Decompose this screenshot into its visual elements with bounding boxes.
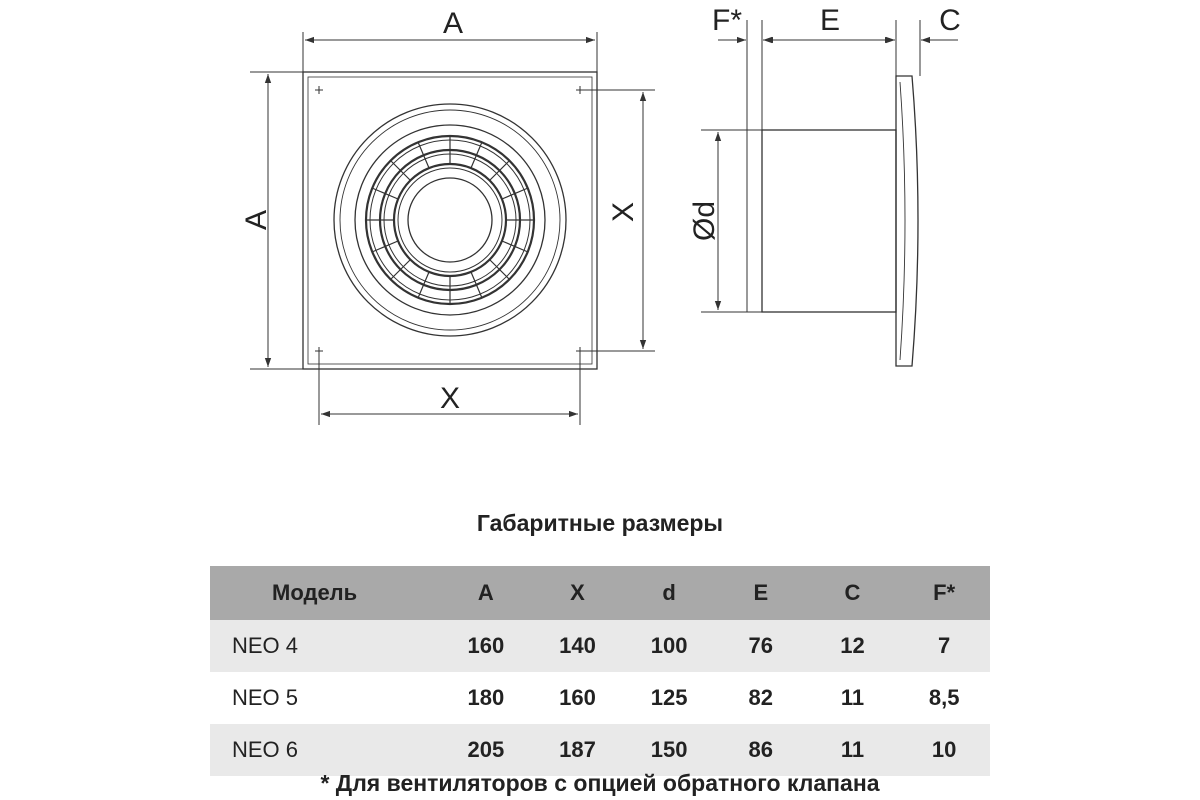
dim-c-label: C	[939, 4, 961, 37]
cell-f: 10	[931, 737, 957, 762]
cell-model: NEO 6	[232, 737, 299, 762]
dim-right-x-label: X	[607, 201, 640, 223]
header-model: Модель	[272, 580, 358, 605]
dim-left-a-label: A	[240, 209, 273, 231]
cell-f: 8,5	[928, 685, 960, 710]
header-d: d	[662, 580, 676, 605]
side-view	[701, 20, 958, 366]
table-row	[210, 724, 990, 776]
fan-grille	[334, 104, 566, 336]
cell-e: 82	[748, 685, 774, 710]
cell-c: 11	[840, 685, 865, 710]
dim-d-label: Ød	[688, 200, 721, 242]
cell-model: NEO 5	[232, 685, 299, 710]
dim-e-label: E	[819, 4, 841, 37]
cell-x: 140	[559, 633, 596, 658]
dimensions-table	[210, 566, 990, 776]
cell-d: 100	[650, 633, 688, 658]
cell-model: NEO 4	[232, 633, 299, 658]
side-extension-lines	[701, 20, 920, 312]
table-row	[210, 672, 990, 724]
cell-x: 160	[559, 685, 596, 710]
cell-a: 205	[467, 737, 505, 762]
cell-c: 12	[840, 633, 865, 658]
cell-a: 180	[467, 685, 505, 710]
cell-c: 11	[840, 737, 865, 762]
front-panel-outline	[303, 72, 597, 369]
header-x: X	[570, 580, 585, 605]
table-header-row	[210, 566, 990, 620]
cell-x: 187	[559, 737, 596, 762]
header-c: C	[844, 580, 861, 605]
cell-d: 150	[650, 737, 688, 762]
cell-f: 7	[938, 633, 951, 658]
dim-f-label: F*	[712, 4, 742, 37]
table-row	[210, 620, 990, 672]
dim-bottom-x-label: X	[439, 382, 461, 415]
footnote: * Для вентиляторов с опцией обратного клапана	[320, 770, 880, 796]
header-f: F*	[933, 580, 956, 605]
cell-a: 160	[467, 633, 505, 658]
front-panel-inner-edge	[308, 77, 592, 364]
cover-profile	[896, 76, 918, 366]
header-a: A	[477, 580, 494, 605]
dimensions-title: Габаритные размеры	[476, 510, 724, 536]
front-view	[250, 32, 655, 425]
duct-spigot	[762, 130, 896, 312]
header-e: E	[753, 580, 769, 605]
cell-d: 125	[650, 685, 688, 710]
cell-e: 76	[748, 633, 774, 658]
dim-top-a-label: A	[442, 7, 464, 40]
cell-e: 86	[748, 737, 774, 762]
